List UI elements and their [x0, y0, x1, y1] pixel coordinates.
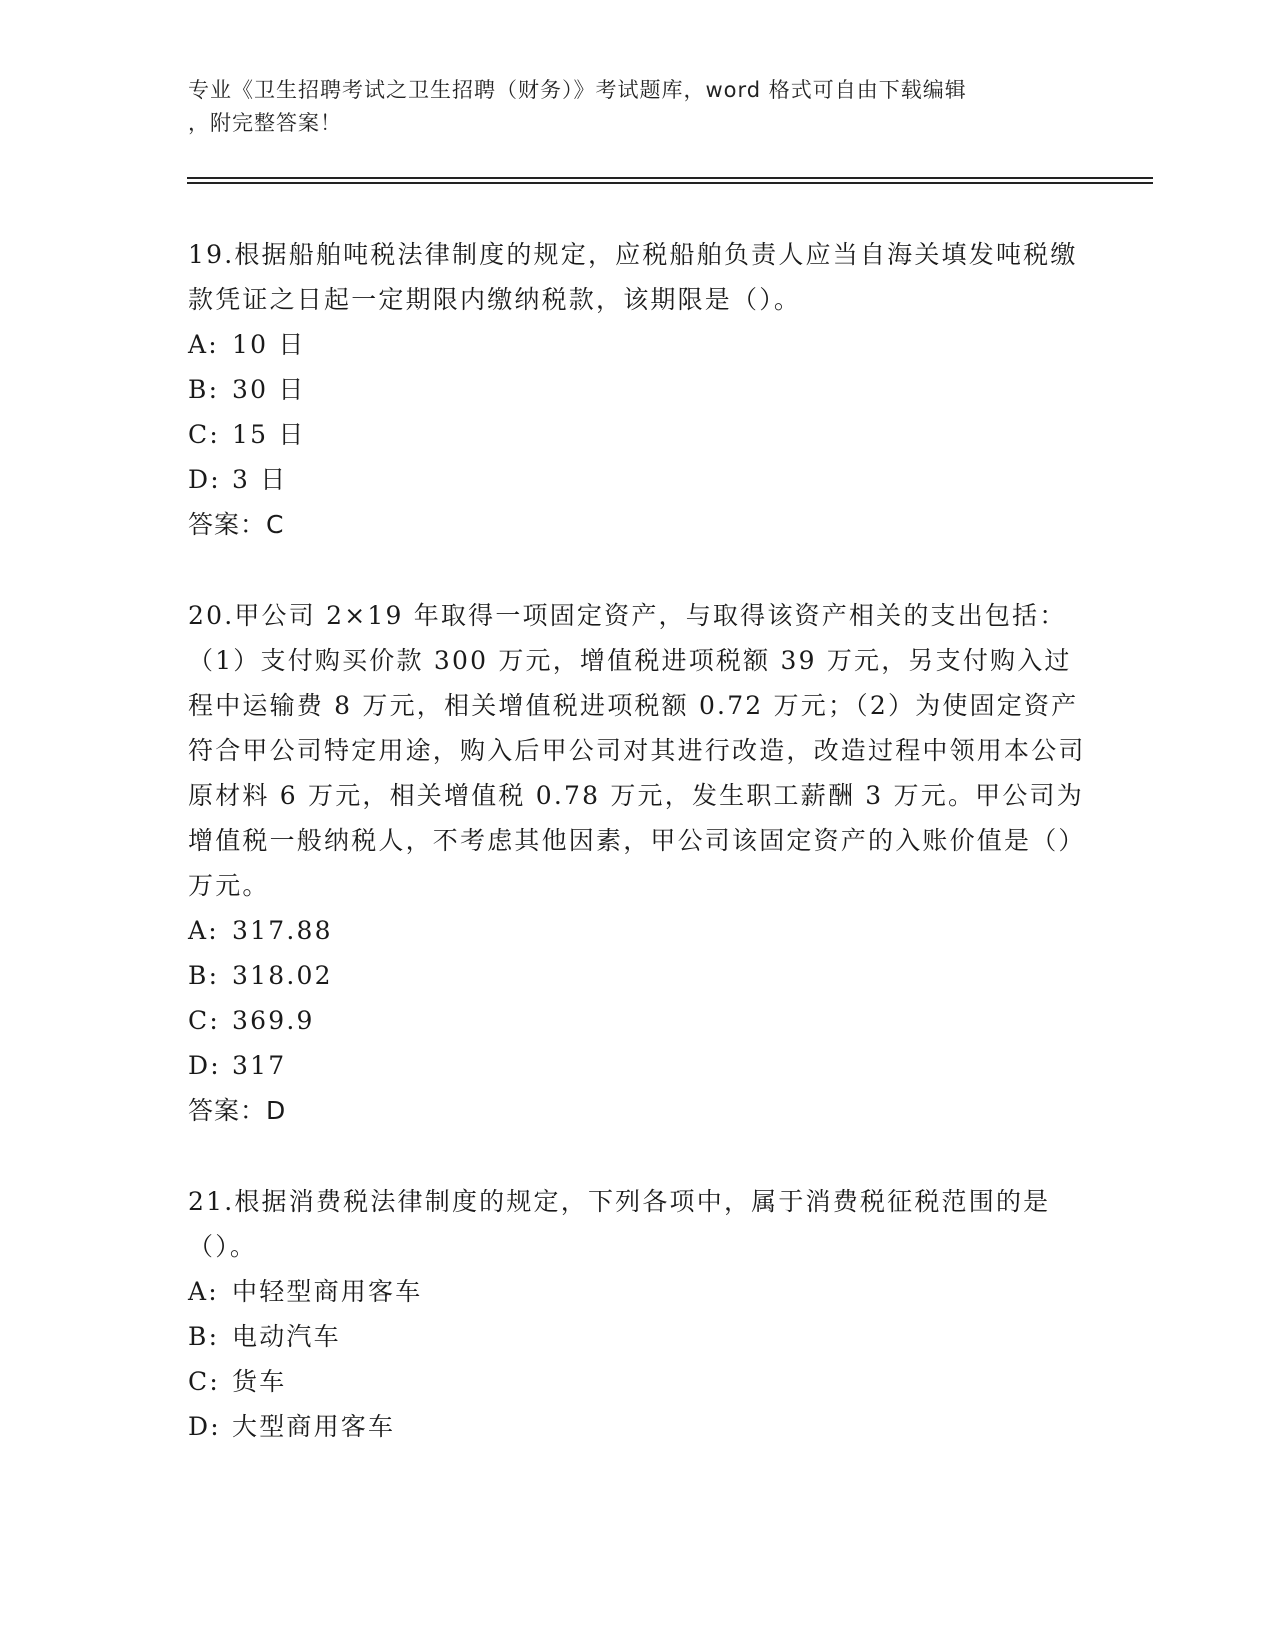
option-text: 电动汽车	[232, 1322, 341, 1351]
option-text: 318.02	[232, 961, 333, 990]
option-text: 317.88	[232, 916, 333, 945]
header-title-line2: ，附完整答案！	[188, 111, 342, 135]
option-text: 货车	[232, 1367, 287, 1396]
option-text: 30 日	[232, 375, 306, 404]
option-label: C:	[188, 1006, 220, 1035]
option-text: 317	[232, 1051, 287, 1080]
answer-line: 答案：D	[188, 1096, 287, 1125]
question-20	[188, 593, 1088, 1133]
option-d	[188, 1404, 1088, 1449]
option-text: 369.9	[232, 1006, 315, 1035]
option-label: C:	[188, 1367, 220, 1396]
option-text: 10 日	[232, 330, 306, 359]
option-b	[188, 1314, 1088, 1359]
option-c	[188, 1359, 1088, 1404]
option-d	[188, 457, 1088, 502]
option-label: C:	[188, 420, 220, 449]
option-text: 大型商用客车	[232, 1412, 396, 1441]
question-stem: 21.根据消费税法律制度的规定，下列各项中，属于消费税征税范围的是（）。	[188, 1187, 1051, 1261]
header-divider-top	[187, 177, 1153, 179]
option-a	[188, 1269, 1088, 1314]
option-b	[188, 953, 1088, 998]
option-text: 3 日	[232, 465, 288, 494]
answer-line: 答案：C	[188, 510, 285, 539]
question-stem: 20.甲公司 2×19 年取得一项固定资产，与取得该资产相关的支出包括：（1）支付购买价款 300 万元，增值税进项税额 39 万元，另支付购入过程中运输费 8 万元，相关增值税进项税额 0.72 万元；（2）为使固定资产符合甲公司特定用途，购入后甲公司对其进行改造，改造过程中领用本公司原材料 6 万元，相关增值税 0.78 万元，发生职工薪酬 3 万元。甲公司为增值税一般纳税人，不考虑其他因素，甲公司该固定资产的入账价值是（）万元。	[188, 601, 1086, 900]
question-list	[188, 232, 1088, 1495]
option-d	[188, 1043, 1088, 1088]
option-label: A:	[188, 916, 219, 945]
document-header	[188, 74, 1068, 140]
header-divider-bottom	[187, 182, 1153, 184]
header-title-line1: 专业《卫生招聘考试之卫生招聘（财务）》考试题库，word 格式可自由下载编辑	[188, 78, 967, 102]
option-text: 15 日	[232, 420, 306, 449]
option-a	[188, 908, 1088, 953]
option-label: B:	[188, 961, 220, 990]
question-stem: 19.根据船舶吨税法律制度的规定，应税船舶负责人应当自海关填发吨税缴款凭证之日起一定期限内缴纳税款，该期限是（）。	[188, 240, 1078, 314]
option-label: B:	[188, 375, 220, 404]
option-label: B:	[188, 1322, 220, 1351]
option-c	[188, 412, 1088, 457]
option-c	[188, 998, 1088, 1043]
option-label: D:	[188, 1412, 221, 1441]
option-label: A:	[188, 1277, 219, 1306]
option-a	[188, 322, 1088, 367]
option-text: 中轻型商用客车	[232, 1277, 423, 1306]
option-label: D:	[188, 465, 221, 494]
option-b	[188, 367, 1088, 412]
option-label: A:	[188, 330, 219, 359]
question-21	[188, 1179, 1088, 1449]
question-19	[188, 232, 1088, 547]
option-label: D:	[188, 1051, 221, 1080]
